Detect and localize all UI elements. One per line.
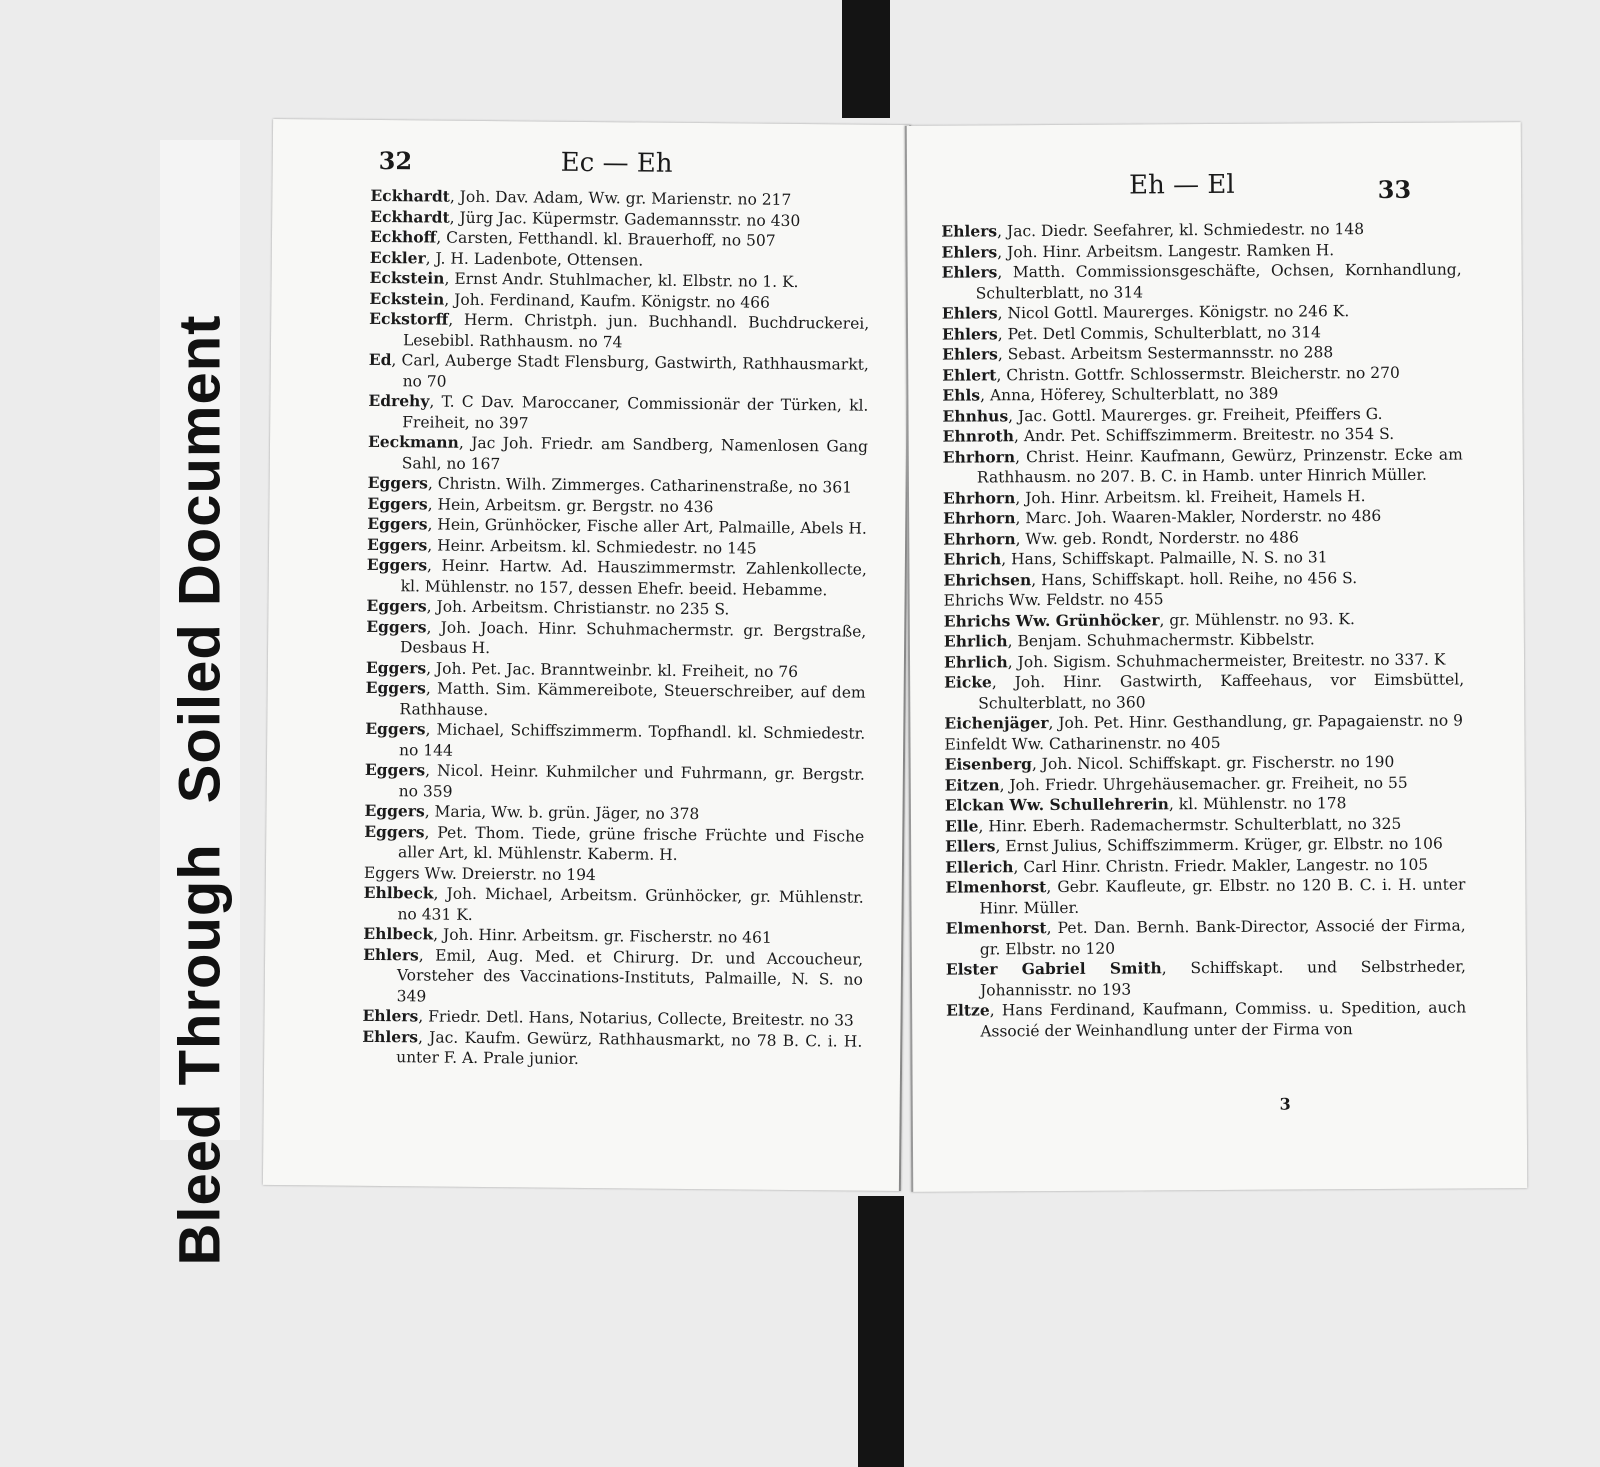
directory-entry: Edrehy, T. C Dav. Maroccaner, Commissionär der Türken, kl. Freiheit, no 397 [368,390,869,432]
entry-surname: Ehlert [942,364,997,385]
directory-entry: Eckstein, Joh. Ferdinand, Kaufm. Königstr. no 466 [369,288,770,312]
entry-surname: Ehlers [941,221,998,241]
entry-surname: Eggers [366,595,427,616]
entry-surname: Eggers [365,657,427,677]
entry-surname: Eggers [367,493,428,513]
directory-entry: Ehlers, Joh. Hinr. Arbeitsm. Langestr. Ramken H. [941,240,1335,262]
directory-entry: Eggers, Heinr. Hartw. Ad. Hauszimmermstr. Zahlenkollecte, kl. Mühlenstr. no 157, dessen Ehefr. beeid. Hebamme. [366,554,867,599]
directory-entry: Eggers, Hein, Arbeitsm. gr. Bergstr. no 436 [367,493,714,516]
left-page-header-range: Ec — Eh [560,147,673,179]
directory-entry: Eckhoff, Carsten, Fetthandl. kl. Brauerhoff, no 507 [369,226,776,250]
entry-surname: Eggers [367,472,428,493]
directory-entry: Ehlers, Jac. Kaufm. Gewürz, Rathhausmarkt, no 78 B. C. i. H. unter F. A. Prale junior. [362,1026,863,1068]
directory-entry: Eggers, Heinr. Arbeitsm. kl. Schmiedestr. no 145 [366,534,757,558]
entry-surname: Eicke [944,672,992,692]
directory-entry: Ed, Carl, Auberge Stadt Flensburg, Gastwirth, Rathhausmarkt, no 70 [368,349,869,391]
entry-surname: Eichenjäger [944,713,1049,733]
entry-surname: Ehlbeck [363,882,434,903]
entry-surname: Eisenberg [944,754,1032,774]
entry-surname: Ehlers [941,323,998,344]
directory-entry: Ehrich, Hans, Schiffskapt. Palmaille, N. S. no 31 [943,548,1328,569]
right-page [905,122,1528,1192]
book-spine-top [842,0,890,118]
entry-surname: Elmenhorst [945,877,1047,897]
entry-surname: Eeckmann [367,431,459,452]
directory-entry: Ehrichs Ww. Grünhöcker, gr. Mühlenstr. no 93. K. [943,609,1355,631]
entry-surname: Ehlers [362,1005,419,1026]
directory-entry: Elle, Hinr. Eberh. Rademachermstr. Schulterblatt, no 325 [944,814,1402,836]
directory-entry: Eckhardt, Jürg Jac. Küpermstr. Gademannsstr. no 430 [370,206,801,230]
label-word-2: Through [167,843,233,1086]
directory-entry: Ehrlich, Joh. Sigism. Schuhmachermeister, Breitestr. no 337. K [943,650,1446,672]
entry-surname: Eckhardt [370,185,450,206]
label-word-4: Document [167,314,233,607]
entry-surname: Eckhardt [370,206,450,227]
directory-entry: Eggers, Pet. Thom. Tiede, grüne frische Früchte und Fische aller Art, kl. Mühlenstr. Kaberm. H. [364,821,865,864]
entry-surname: Ellers [945,836,996,856]
entry-surname: Eggers [364,800,425,821]
entry-surname: Eitzen [944,774,1000,795]
directory-entry: Eggers, Michael, Schiffszimmerm. Topfhandl. kl. Schmiedestr. no 144 [365,718,866,760]
entry-surname: Eggers [364,759,426,780]
directory-entry: Eggers, Joh. Joach. Hinr. Schuhmachermstr. gr. Bergstraße, Desbaus H. [366,616,867,658]
directory-entry: Eckstorff, Herm. Christph. jun. Buchhandl. Buchdruckerei, Lesebibl. Rathhausm. no 74 [369,308,870,351]
directory-entry: Ehrhorn, Marc. Joh. Waaren-Makler, Norderstr. no 486 [943,506,1382,528]
directory-entry: Elster Gabriel Smith, Schiffskapt. und Selbstrheder, Johannisstr. no 193 [945,957,1466,999]
directory-entry: Eggers, Matth. Sim. Kämmereibote, Steuerschreiber, auf dem Rathhause. [365,677,866,719]
entry-surname: Ehrhorn [943,528,1016,549]
entry-surname: Eggers [366,616,427,636]
directory-entry: Eckstein, Ernst Andr. Stuhlmacher, kl. Elbstr. no 1. K. [369,267,799,292]
entry-surname: Eggers [366,534,428,554]
directory-entry: Eeckmann, Jac Joh. Friedr. am Sandberg, Namenlosen Gang Sahl, no 167 [367,431,869,473]
directory-entry: Ehlbeck, Joh. Michael, Arbeitsm. Grünhöcker, gr. Mühlenstr. no 431 K. [363,882,864,924]
directory-entry: Ehlbeck, Joh. Hinr. Arbeitsm. gr. Fischerstr. no 461 [363,923,772,947]
entry-surname: Ehlers [941,241,998,262]
entry-surname: Ehlers [363,944,419,964]
directory-entry: Ehrhorn, Ww. geb. Rondt, Norderstr. no 486 [943,527,1299,549]
entry-surname: Ehnhus [942,405,1009,426]
entry-surname: Ehlers [941,303,998,323]
entry-surname: Ehlers [941,262,998,282]
directory-entry: Eckler, J. H. Ladenbote, Ottensen. [369,247,644,270]
right-page-header [907,122,1522,216]
directory-entry: Eggers, Joh. Arbeitsm. Christianstr. no 235 S. [366,595,730,619]
label-word-3: Soiled [167,623,233,804]
entry-surname: Ehrhorn [943,508,1016,528]
directory-entry: Ehrichs Ww. Feldstr. no 455 [943,590,1164,610]
entry-surname: Ehrich [943,549,1002,569]
entry-surname: Eckstorff [369,308,449,329]
directory-entry: Ehlers, Nicol Gottl. Maurerges. Königstr. no 246 K. [941,302,1350,323]
book-spine-bottom [858,1196,904,1467]
directory-entry: Ehlert, Christn. Gottfr. Schlossermstr. Bleicherstr. no 270 [942,363,1400,385]
directory-entry: Ehlers, Friedr. Detl. Hans, Notarius, Collecte, Breitestr. no 33 [362,1005,854,1030]
directory-entry: Ehrhorn, Joh. Hinr. Arbeitsm. kl. Freiheit, Hamels H. [942,486,1366,508]
bleed-through-label [167,315,234,1266]
right-page-number: 33 [1377,174,1412,205]
entry-surname: Eckler [369,247,426,267]
directory-entry: Ehls, Anna, Höferey, Schulterblatt, no 389 [942,384,1279,405]
directory-entry: Ehlers, Sebast. Arbeitsm Sestermannsstr. no 288 [942,343,1334,364]
directory-entry: Ehrlich, Benjam. Schuhmachermstr. Kibbelstr. [943,630,1315,651]
entry-surname: Eggers [365,677,427,698]
directory-entry: Eltze, Hans Ferdinand, Kaufmann, Commiss. u. Spedition, auch Associé der Weinhandlung unter der Firma von [946,998,1467,1040]
directory-entry: Einfeldt Ww. Catharinenstr. no 405 [944,733,1221,754]
entry-surname: Eggers [365,718,426,739]
directory-entry: Ellerich, Carl Hinr. Christn. Friedr. Makler, Langestr. no 105 [945,855,1429,877]
entry-surname: Ehls [942,385,981,405]
entry-surname: Eckhoff [369,226,437,247]
directory-entry: Elmenhorst, Gebr. Kaufleute, gr. Elbstr. no 120 B. C. i. H. unter Hinr. Müller. [945,875,1466,917]
entry-surname: Ehrhorn [942,446,1016,467]
directory-entry: Eitzen, Joh. Friedr. Uhrgehäusemacher. gr. Freiheit, no 55 [944,773,1408,795]
entry-surname: Elster Gabriel Smith [945,958,1162,979]
entry-surname: Eggers [366,554,428,575]
directory-entry: Eicke, Joh. Hinr. Gastwirth, Kaffeehaus, vor Eimsbüttel, Schulterblatt, no 360 [944,670,1465,712]
entry-surname: Elmenhorst [945,918,1047,938]
right-page-entries [941,218,1466,1041]
directory-entry: Eckhardt, Joh. Dav. Adam, Ww. gr. Marienstr. no 217 [370,185,792,209]
entry-surname: Ehrlich [943,651,1008,672]
directory-entry: Eggers, Christn. Wilh. Zimmerges. Catharinenstraße, no 361 [367,472,853,497]
entry-surname: Ellerich [945,856,1014,877]
label-word-1: Bleed [167,1102,233,1266]
entry-surname: Eggers [364,821,425,841]
entry-surname: Elle [944,815,979,836]
entry-surname: Ehrichs Ww. Grünhöcker [943,609,1160,631]
directory-entry: Ellers, Ernst Julius, Schiffszimmerm. Krüger, gr. Elbstr. no 106 [945,834,1443,856]
entry-surname: Elckan Ww. Schullehrerin [944,794,1169,815]
directory-entry: Eggers, Hein, Grünhöcker, Fische aller Art, Palmaille, Abels H. [367,513,867,538]
entry-surname: Eckstein [369,267,445,288]
entry-surname: Ed [368,349,392,370]
directory-entry: Eichenjäger, Joh. Pet. Hinr. Gesthandlung, gr. Papagaienstr. no 9 [944,711,1464,733]
directory-entry: Eisenberg, Joh. Nicol. Schiffskapt. gr. Fischerstr. no 190 [944,752,1395,774]
entry-surname: Eltze [946,1000,990,1020]
directory-entry: Ehrhorn, Christ. Heinr. Kaufmann, Gewürz, Prinzenstr. Ecke am Rathhausm. no 207. B. C. in Hamb. unter Hinrich Müller. [942,444,1463,487]
right-page-header-range: Eh — El [1129,169,1235,201]
directory-entry: Ehnroth, Andr. Pet. Schiffszimmerm. Breitestr. no 354 S. [942,424,1395,446]
left-page-entries [362,186,870,1072]
directory-entry: Ehlers, Pet. Detl Commis, Schulterblatt, no 314 [941,322,1322,344]
directory-entry: Eggers Ww. Dreierstr. no 194 [363,863,596,884]
entry-surname: Ehlbeck [363,923,434,944]
directory-entry: Ehlers, Matth. Commissionsgeschäfte, Ochsen, Kornhandlung, Schulterblatt, no 314 [941,260,1462,302]
left-page-number: 32 [378,145,413,176]
directory-entry: Eggers, Maria, Ww. b. grün. Jäger, no 378 [364,800,700,824]
entry-surname: Eggers [367,513,428,534]
entry-surname: Ehnroth [942,426,1014,446]
signature-mark: 3 [1279,1094,1291,1114]
directory-entry: Elmenhorst, Pet. Dan. Bernh. Bank-Director, Associé der Firma, gr. Elbstr. no 120 [945,916,1466,958]
directory-entry: Ehlers, Jac. Diedr. Seefahrer, kl. Schmiedestr. no 148 [941,220,1365,241]
directory-entry: Ehnhus, Jac. Gottl. Maurerges. gr. Freiheit, Pfeiffers G. [942,404,1383,426]
directory-entry: Elckan Ww. Schullehrerin, kl. Mühlenstr. no 178 [944,794,1347,815]
directory-entry: Eggers, Joh. Pet. Jac. Branntweinbr. kl. Freiheit, no 76 [365,657,799,681]
directory-entry: Ehrichsen, Hans, Schiffskapt. holl. Reihe, no 456 S. [943,568,1358,590]
left-page [263,119,911,1191]
entry-surname: Edrehy [368,390,430,411]
entry-surname: Ehrhorn [942,487,1016,508]
bleed-through-label-panel [160,140,240,1266]
entry-surname: Ehlers [362,1026,419,1046]
entry-surname: Ehrichsen [943,569,1032,590]
directory-entry: Ehlers, Emil, Aug. Med. et Chirurg. Dr. und Accoucheur, Vorsteher des Vaccinations-Instituts, Palmaille, N. S. no 349 [363,944,864,1005]
entry-surname: Ehrlich [943,631,1008,651]
entry-surname: Ehlers [942,344,998,364]
entry-surname: Eckstein [369,288,445,309]
directory-entry: Eggers, Nicol. Heinr. Kuhmilcher und Fuhrmann, gr. Bergstr. no 359 [364,759,865,801]
